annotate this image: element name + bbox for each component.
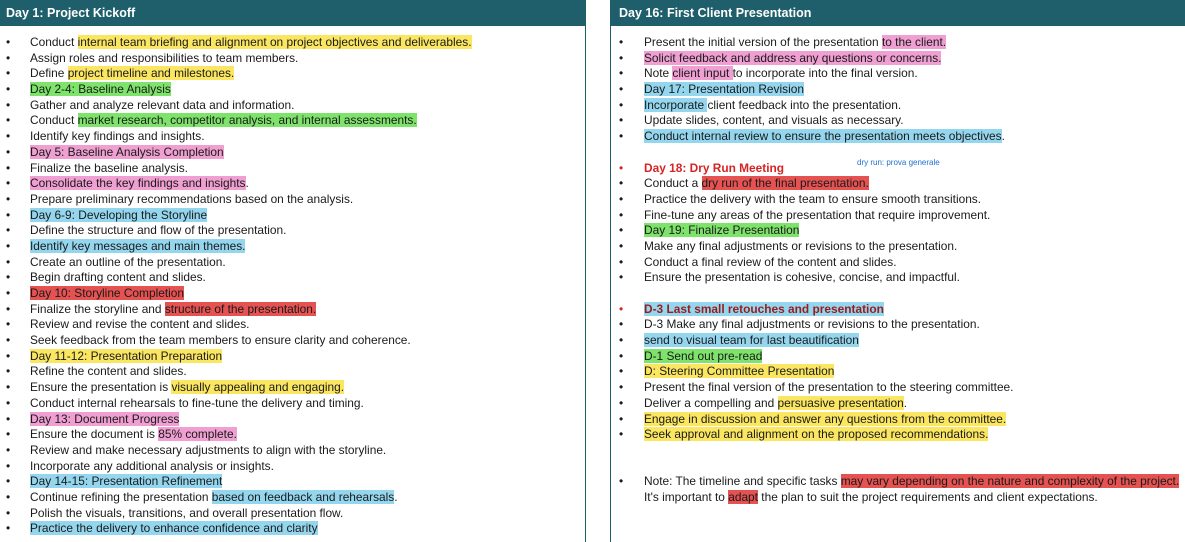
list-item: • Conduct a dry run of the final presentation. bbox=[611, 176, 1185, 192]
spacer bbox=[611, 443, 1185, 459]
list-item: • D-3 Make any final adjustments or revisions to the presentation. bbox=[611, 317, 1185, 333]
list-item: • Continue refining the presentation based on feedback and rehearsals. bbox=[0, 490, 585, 506]
list-item: • Prepare preliminary recommendations based on the analysis. bbox=[0, 192, 585, 208]
list-item: • Begin drafting content and slides. bbox=[0, 270, 585, 286]
dry-run-note: dry run: prova generale bbox=[857, 158, 940, 167]
list-item: • Seek approval and alignment on the proposed recommendations. bbox=[611, 427, 1185, 443]
list-item: • Day 17: Presentation Revision bbox=[611, 82, 1185, 98]
list-item: • Engage in discussion and answer any questions from the committee. bbox=[611, 412, 1185, 428]
list-item: • Create an outline of the presentation. bbox=[0, 255, 585, 271]
list-item: • Ensure the document is 85% complete. bbox=[0, 427, 585, 443]
list-item: • Review and make necessary adjustments to align with the storyline. bbox=[0, 443, 585, 459]
list-item: • Update slides, content, and visuals as necessary. bbox=[611, 113, 1185, 129]
list-item: • D-1 Send out pre-read bbox=[611, 349, 1185, 365]
list-item: • Polish the visuals, transitions, and overall presentation flow. bbox=[0, 506, 585, 522]
list-item: • Gather and analyze relevant data and information. bbox=[0, 98, 585, 114]
list-item: • Day 11-12: Presentation Preparation bbox=[0, 349, 585, 365]
list-item: • Practice the delivery with the team to ensure smooth transitions. bbox=[611, 192, 1185, 208]
list-item: • Finalize the storyline and structure of the presentation. bbox=[0, 302, 585, 318]
spacer bbox=[611, 286, 1185, 302]
right-task-list bbox=[611, 26, 1185, 506]
list-item: • Conduct internal rehearsals to fine-tune the delivery and timing. bbox=[0, 396, 585, 412]
list-item: • Day 6-9: Developing the Storyline bbox=[0, 208, 585, 224]
list-item: • Day 14-15: Presentation Refinement bbox=[0, 474, 585, 490]
list-item: • Conduct market research, competitor analysis, and internal assessments. bbox=[0, 113, 585, 129]
list-item: • Finalize the baseline analysis. bbox=[0, 161, 585, 177]
list-item: • Assign roles and responsibilities to team members. bbox=[0, 51, 585, 67]
list-item: • Ensure the presentation is visually appealing and engaging. bbox=[0, 380, 585, 396]
list-item: • Solicit feedback and address any questions or concerns. bbox=[611, 51, 1185, 67]
list-item: • Refine the content and slides. bbox=[0, 364, 585, 380]
list-item: • Present the final version of the presentation to the steering committee. bbox=[611, 380, 1185, 396]
list-item: • Conduct internal review to ensure the presentation meets objectives. bbox=[611, 129, 1185, 145]
list-item: • Day 19: Finalize Presentation bbox=[611, 223, 1185, 239]
list-item: • Note: The timeline and specific tasks may vary depending on the nature and complexity of the project. It's important to adapt the plan to suit the project requirements and client expectations. bbox=[611, 474, 1185, 505]
right-panel bbox=[610, 0, 1185, 542]
left-panel-header: Day 1: Project Kickoff bbox=[0, 0, 585, 26]
right-panel-header: Day 16: First Client Presentation bbox=[611, 0, 1185, 26]
list-item: • Fine-tune any areas of the presentation that require improvement. bbox=[611, 208, 1185, 224]
left-task-list bbox=[0, 26, 585, 537]
list-item: • Day 2-4: Baseline Analysis bbox=[0, 82, 585, 98]
list-item: • Conduct a final review of the content and slides. bbox=[611, 255, 1185, 271]
list-item: • Day 13: Document Progress bbox=[0, 412, 585, 428]
list-item: • D-3 Last small retouches and presentation bbox=[611, 302, 1185, 318]
list-item: • Incorporate client feedback into the presentation. bbox=[611, 98, 1185, 114]
list-item: • Identify key findings and insights. bbox=[0, 129, 585, 145]
list-item: • Note client input to incorporate into the final version. bbox=[611, 66, 1185, 82]
list-item: • send to visual team for last beautification bbox=[611, 333, 1185, 349]
list-item: • Conduct internal team briefing and alignment on project objectives and deliverables. bbox=[0, 35, 585, 51]
list-item: • Ensure the presentation is cohesive, concise, and impactful. bbox=[611, 270, 1185, 286]
list-item: • D: Steering Committee Presentation bbox=[611, 364, 1185, 380]
list-item: • Present the initial version of the presentation to the client. bbox=[611, 35, 1185, 51]
list-item: • Day 18: Dry Run Meeting bbox=[611, 161, 1185, 177]
list-item: • Deliver a compelling and persuasive presentation. bbox=[611, 396, 1185, 412]
list-item: • Day 5: Baseline Analysis Completion bbox=[0, 145, 585, 161]
list-item: • Review and revise the content and slides. bbox=[0, 317, 585, 333]
spacer bbox=[611, 459, 1185, 475]
list-item: • Identify key messages and main themes. bbox=[0, 239, 585, 255]
list-item: • Day 10: Storyline Completion bbox=[0, 286, 585, 302]
list-item: • Define project timeline and milestones. bbox=[0, 66, 585, 82]
list-item: • Make any final adjustments or revisions to the presentation. bbox=[611, 239, 1185, 255]
list-item: • Consolidate the key findings and insights. bbox=[0, 176, 585, 192]
list-item: • Practice the delivery to enhance confidence and clarity bbox=[0, 521, 585, 537]
list-item: • Seek feedback from the team members to ensure clarity and coherence. bbox=[0, 333, 585, 349]
list-item: • Define the structure and flow of the presentation. bbox=[0, 223, 585, 239]
left-panel bbox=[0, 0, 586, 542]
list-item: • Incorporate any additional analysis or insights. bbox=[0, 459, 585, 475]
